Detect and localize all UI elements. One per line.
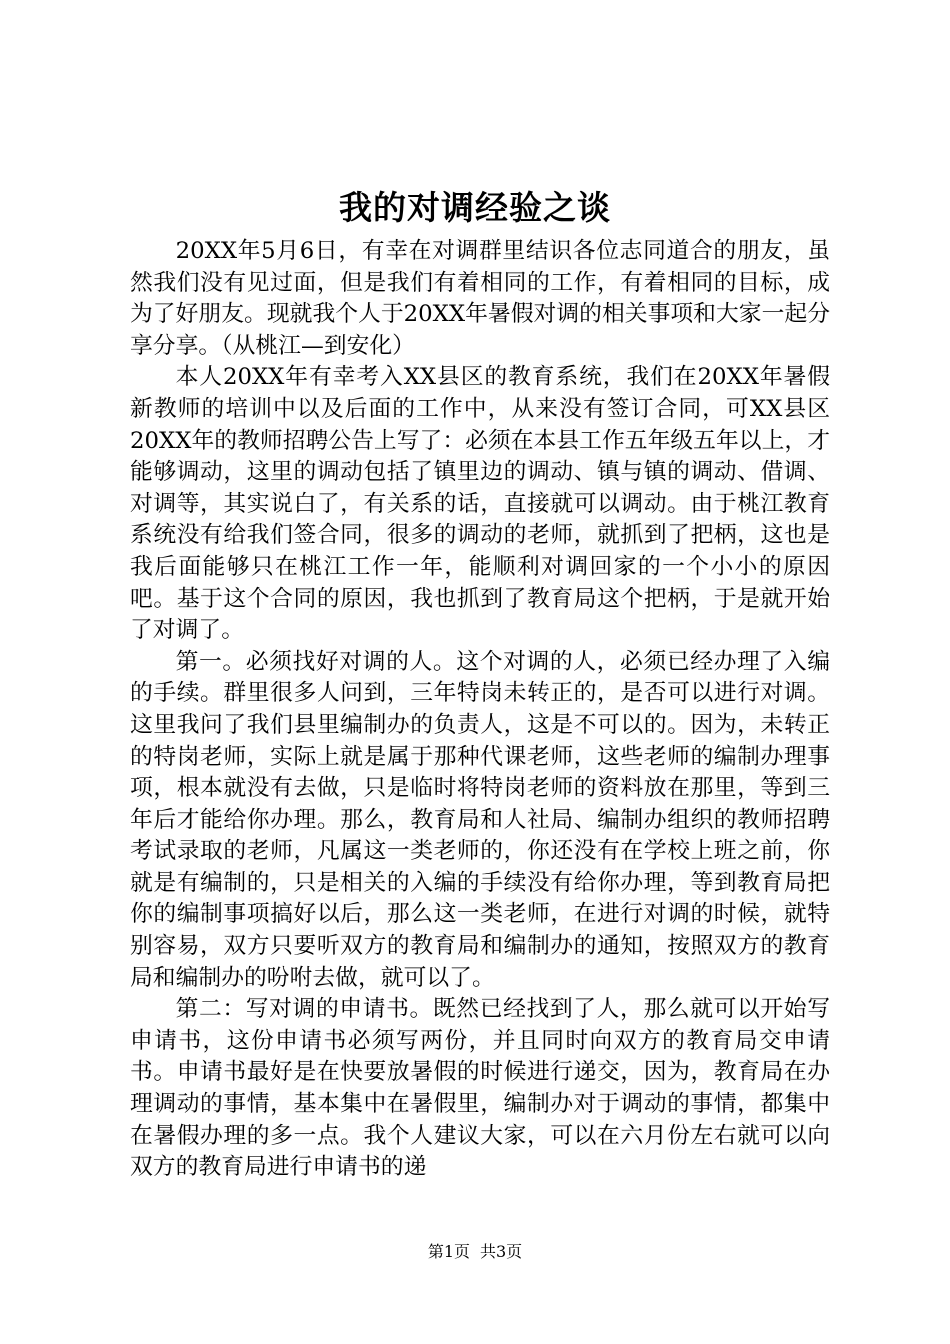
page-number: 第1页 <box>427 1242 470 1261</box>
paragraph-1: 20XX年5月6日，有幸在对调群里结识各位志同道合的朋友，虽然我们没有见过面，但是我们有着相同的工作，有着相同的目标，成为了好朋友。现就我个人于20XX年暑假对调的相关事项和大家一起分享分享。（从桃江—到安化） <box>130 238 830 359</box>
document-title: 我的对调经验之谈 <box>339 188 611 227</box>
paragraph-3: 第一。必须找好对调的人。这个对调的人，必须已经办理了入编的手续。群里很多人问到，三年特岗未转正的，是否可以进行对调。这里我问了我们县里编制办的负责人，这是不可以的。因为，未转正的特岗老师，实际上就是属于那种代课老师，这些老师的编制办理事项，根本就没有去做，只是临时将特岗老师的资料放在那里，等到三年后才能给你办理。那么，教育局和人社局、编制办组织的教师招聘考试录取的老师，凡属这一类老师的，你还没有在学校上班之前，你就是有编制的，只是相关的入编的手续没有给你办理，等到教育局把你的编制事项搞好以后，那么这一类老师，在进行对调的时候，就特别容易，双方只要听双方的教育局和编制办的通知，按照双方的教育局和编制办的吩咐去做，就可以了。 <box>130 648 830 991</box>
document-body <box>130 236 830 1184</box>
page-footer <box>0 1242 950 1262</box>
paragraph-4: 第二：写对调的申请书。既然已经找到了人，那么就可以开始写申请书，这份申请书必须写两份，并且同时向双方的教育局交申请书。申请书最好是在快要放暑假的时候进行递交，因为，教育局在办理调动的事情，基本集中在暑假里，编制办对于调动的事情，都集中在暑假办理的多一点。我个人建议大家，可以在六月份左右就可以向双方的教育局进行申请书的递 <box>130 996 830 1181</box>
paragraph-2: 本人20XX年有幸考入XX县区的教育系统，我们在20XX年暑假新教师的培训中以及后面的工作中，从来没有签订合同，可XX县区20XX年的教师招聘公告上写了：必须在本县工作五年级五年以上，才能够调动，这里的调动包括了镇里边的调动、镇与镇的调动、借调、对调等，其实说白了，有关系的话，直接就可以调动。由于桃江教育系统没有给我们签合同，很多的调动的老师，就抓到了把柄，这也是我后面能够只在桃江工作一年，能顺利对调回家的一个小小的原因吧。基于这个合同的原因，我也抓到了教育局这个把柄，于是就开始了对调了。 <box>130 364 830 644</box>
page-total: 共3页 <box>480 1242 523 1261</box>
